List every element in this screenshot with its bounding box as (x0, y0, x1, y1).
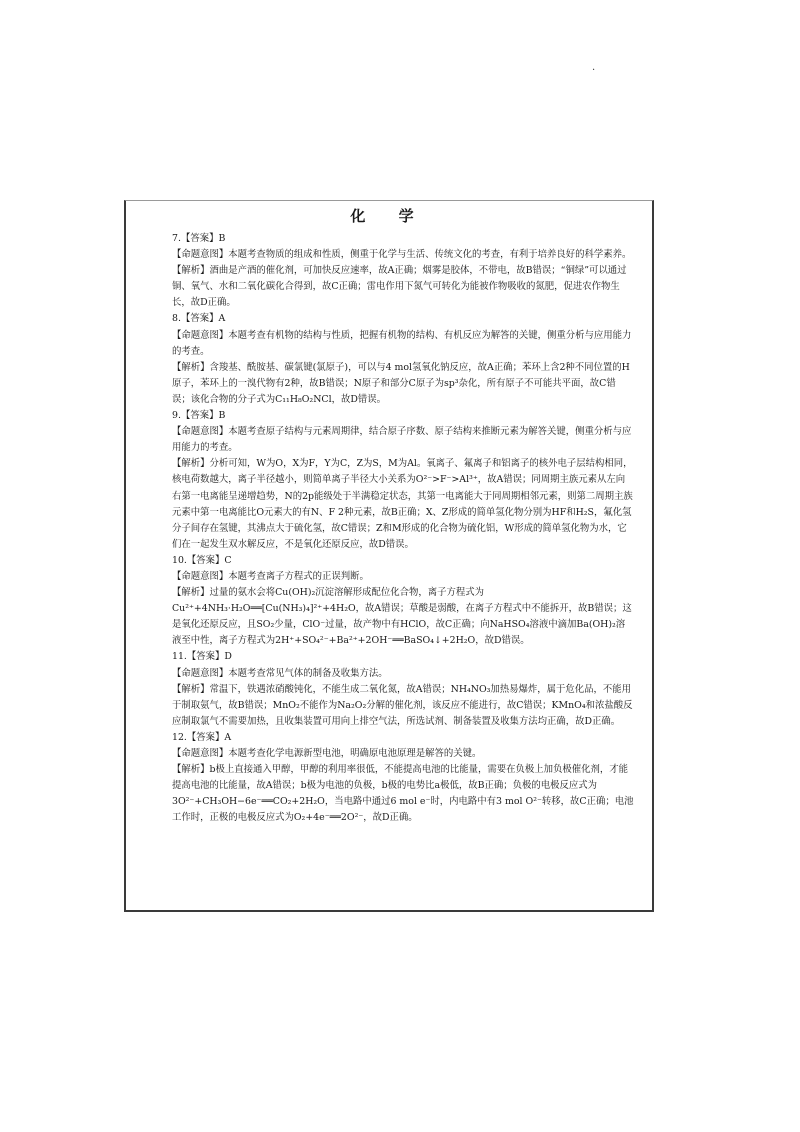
intent-paragraph: 【命题意图】本题考查化学电源新型电池，明确原电池原理是解答的关键。 (172, 748, 482, 759)
question-9 (172, 408, 634, 553)
question-7 (172, 231, 634, 311)
question-10 (172, 553, 634, 650)
page-title: 化 学 (350, 207, 428, 225)
analysis-paragraph: 【解析】b极上直接通入甲醇，甲醇的利用率很低，不能提高电池的比能量，需要在负极上加负极催化剂，才能提高电池的比能量，故A错误；b极为电池的负极，b极的电势比a极低，故B正确；负极的电极反应式为3O²⁻+CH₃OH−6e⁻══CO₂+2H₂O，当电路中通过6 mol e⁻时，内电路中有3 mol O²⁻转移，故C正确；电池工作时，正极的电极反应式为O₂+4e⁻══2O²⁻，故D正确。 (172, 764, 634, 824)
analysis-paragraph: 【解析】含羧基、酰胺基、碳氯键(氯原子)，可以与4 mol氢氧化钠反应，故A正确；苯环上含2种不同位置的H原子，苯环上的一溴代物有2种，故B错误；N原子和部分C原子为sp³杂化，所有原子不可能共平面，故C错误；该化合物的分子式为C₁₁H₈O₂NCl，故D错误。 (172, 361, 630, 405)
intent-paragraph: 【命题意图】本题考查物质的组成和性质，侧重于化学与生活、传统文化的考查，有利于培养良好的科学素养。 (172, 249, 632, 261)
answer-line: 11.【答案】D (172, 651, 232, 663)
question-12 (172, 730, 634, 827)
scanned-page (124, 200, 654, 912)
intent-paragraph: 【命题意图】本题考查常见气体的制备及收集方法。 (172, 667, 388, 679)
answer-line: 9.【答案】B (172, 410, 226, 422)
answer-line: 10.【答案】C (172, 554, 232, 566)
answer-line: 12.【答案】A (172, 731, 232, 743)
analysis-paragraph: 【解析】过量的氨水会将Cu(OH)₂沉淀溶解形成配位化合物，离子方程式为Cu²⁺+4NH₃·H₂O══[Cu(NH₃)₄]²⁺+4H₂O，故A错误；草酸是弱酸，在离子方程式中不能拆开，故B错误；这是氧化还原反应，且SO₂少量，ClO⁻过量，故产物中有HClO，故C正确；向NaHSO₄溶液中滴加Ba(OH)₂溶液至中性，离子方程式为2H⁺+SO₄²⁻+Ba²⁺+2OH⁻══BaSO₄↓+2H₂O，故D错误。 (172, 587, 632, 647)
corner-mark: . (592, 62, 596, 73)
intent-paragraph: 【命题意图】本题考查有机物的结构与性质，把握有机物的结构、有机反应为解答的关键，侧重分析与应用能力的考查。 (172, 329, 632, 357)
intent-paragraph: 【命题意图】本题考查原子结构与元素周期律，结合原子序数、原子结构来推断元素为解答关键，侧重分析与应用能力的考查。 (172, 426, 632, 454)
analysis-paragraph: 【解析】常温下，铁遇浓硝酸钝化，不能生成二氧化氮，故A错误；NH₄NO₃加热易爆炸，属于危化品，不能用于制取氨气，故B错误；MnO₂不能作为Na₂O₂分解的催化剂，该反应不能进行，故C错误；KMnO₄和浓盐酸反应制取氯气不需要加热，且收集装置可用向上排空气法，所选试剂、制备装置及收集方法均正确，故D正确。 (172, 683, 633, 727)
question-11 (172, 649, 634, 729)
answer-key (172, 231, 634, 826)
analysis-paragraph: 【解析】分析可知，W为O，X为F，Y为C，Z为S，M为Al。氧离子、氟离子和铝离子的核外电子层结构相同，核电荷数越大，离子半径越小，则简单离子半径大小关系为O²⁻>F⁻>Al³⁺，故A错误；同周期主族元素从左向右第一电离能呈递增趋势，N的2p能级处于半满稳定状态，其第一电离能大于同周期相邻元素，则第二周期主族元素中第一电离能比O元素大的有N、F 2种元素，故B正确；X、Z形成的简单氢化物分别为HF和H₂S，氟化氢分子间存在氢键，其沸点大于硫化氢，故C错误；Z和M形成的化合物为硫化铝，W形成的简单氢化物为水，它们在一起发生双水解反应，不是氧化还原反应，故D错误。 (172, 458, 633, 550)
analysis-paragraph: 【解析】酒曲是产酒的催化剂，可加快反应速率，故A正确；烟雾是胶体，不带电，故B错误；“铜绿”可以通过铜、氧气、水和二氧化碳化合得到，故C正确；雷电作用下氮气可转化为能被作物吸收的氮肥，促进农作物生长，故D正确。 (172, 265, 627, 309)
answer-line: 8.【答案】A (172, 313, 226, 325)
question-8 (172, 311, 634, 408)
intent-paragraph: 【命题意图】本题考查离子方程式的正误判断。 (172, 570, 369, 582)
answer-line: 7.【答案】B (172, 233, 226, 244)
